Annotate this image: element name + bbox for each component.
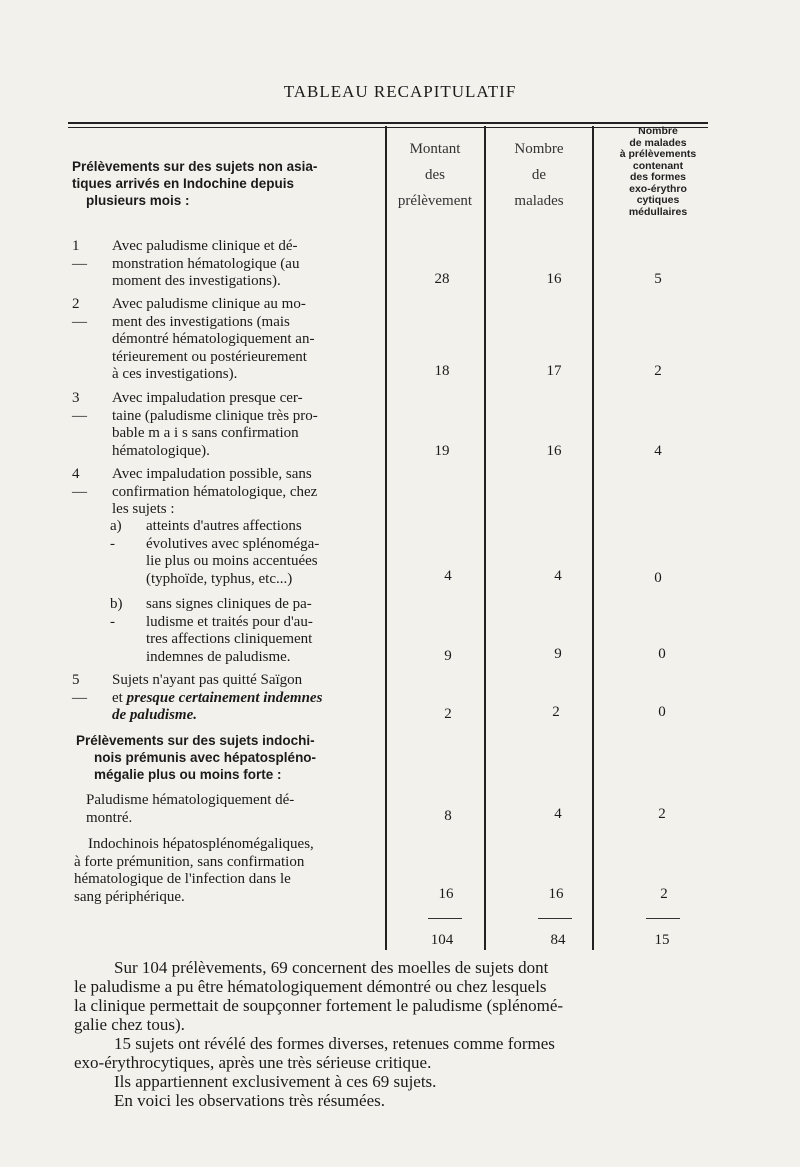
header-formes-line: cytiques — [636, 194, 680, 206]
cell-montant: 2 — [444, 706, 452, 722]
cell-nombre: 9 — [554, 646, 562, 662]
cell-formes: 2 — [654, 363, 662, 379]
row-number: 5 — — [72, 672, 87, 706]
cell-nombre: 4 — [554, 806, 562, 822]
header-formes-line: à prélèvements — [619, 148, 697, 160]
sum-rule-formes — [646, 918, 680, 919]
row-text — [112, 466, 384, 519]
row-line: sang périphérique. — [74, 888, 185, 905]
paragraph-formes — [74, 1034, 716, 1072]
header-nombre-line: malades — [514, 193, 564, 209]
cell-formes: 0 — [658, 704, 666, 720]
paragraph-appartiennent — [74, 1072, 716, 1091]
section-line: mégalie plus ou moins forte : — [94, 767, 282, 782]
cell-nombre: 16 — [548, 886, 564, 902]
row-line: hématologique). — [112, 442, 210, 459]
row-number: 4 — — [72, 466, 87, 500]
cell-formes: 5 — [654, 271, 662, 287]
section-line: tiques arrivés en Indochine depuis — [72, 176, 295, 191]
row-line: Indochinois hépatosplénomégaliques, — [88, 836, 314, 852]
row-line: à forte prémunition, sans confirmation — [74, 853, 305, 870]
row-line: montré. — [86, 809, 133, 826]
row-line: hématologique de l'infection dans le — [74, 871, 291, 887]
row-text-plain: et — [112, 689, 123, 706]
paragraph-observations — [74, 1091, 716, 1110]
total-formes: 15 — [654, 932, 670, 948]
row-text — [112, 296, 384, 384]
row-line: les sujets : — [112, 501, 175, 517]
row-line — [112, 690, 384, 708]
section-line: Prélèvements sur des sujets indochi- — [76, 733, 315, 748]
row-text — [146, 596, 382, 666]
section-line: Prélèvements sur des sujets non asia- — [72, 159, 318, 174]
header-montant-line: Montant — [409, 141, 461, 157]
header-formes — [596, 126, 720, 218]
cell-montant: 28 — [434, 271, 450, 287]
table-row-hepatosplenomegaliques — [74, 836, 382, 906]
cell-formes: 0 — [654, 570, 662, 586]
row-line: sans signes cliniques de pa- — [146, 596, 312, 612]
header-formes-line: contenant — [632, 159, 684, 172]
header-formes-line: médullaires — [628, 205, 688, 218]
sum-rule-montant — [428, 918, 462, 919]
row-number: 2 — — [72, 296, 87, 330]
cell-montant: 4 — [444, 568, 452, 584]
sum-rule-nombre — [538, 918, 572, 919]
cell-nombre: 16 — [546, 443, 562, 459]
column-divider-3 — [592, 126, 594, 950]
row-text — [112, 390, 384, 460]
row-text — [112, 672, 384, 725]
total-nombre: 84 — [550, 932, 566, 948]
cell-formes: 0 — [658, 646, 666, 662]
row-line: évolutives avec splénoméga- — [146, 535, 320, 552]
cell-montant: 18 — [434, 363, 450, 379]
row-line: taine (paludisme clinique très pro- — [112, 407, 318, 424]
paragraph-line: exo-érythrocytiques, après une très sérieuse critique. — [74, 1053, 432, 1072]
paragraph-line: galie chez tous). — [74, 1015, 185, 1034]
cell-montant: 8 — [444, 808, 452, 824]
cell-nombre: 16 — [546, 271, 562, 287]
table-top-rule — [68, 122, 708, 124]
row-line: indemnes de paludisme. — [146, 648, 291, 665]
cell-nombre: 17 — [546, 363, 562, 379]
column-divider-2 — [484, 126, 486, 950]
row-line: Sujets n'ayant pas quitté Saïgon — [112, 672, 303, 688]
cell-formes: 4 — [654, 443, 662, 459]
row-number: 3 — — [72, 390, 87, 424]
cell-nombre: 2 — [552, 704, 560, 720]
row-text — [146, 518, 390, 588]
page-title: TABLEAU RECAPITULATIF — [283, 82, 517, 101]
row-text-italic: presque certainement indemnes — [126, 689, 323, 706]
header-nombre — [486, 136, 592, 214]
header-montant-line: des — [425, 167, 445, 183]
row-line: ludisme et traités pour d'au- — [146, 613, 313, 630]
paragraph-line: En voici les observations très résumées. — [114, 1091, 385, 1110]
row-line: Paludisme hématologiquement dé- — [86, 792, 295, 808]
row-line: lie plus ou moins accentuées — [146, 553, 318, 569]
header-formes-line: des formes — [629, 171, 687, 183]
header-nombre-line: de — [531, 167, 547, 183]
header-formes-line: exo-érythro — [629, 182, 687, 195]
paragraph-prelevements — [74, 958, 716, 1034]
section-line: nois prémunis avec hépatospléno- — [94, 750, 317, 765]
row-line: moment des investigations). — [112, 273, 281, 289]
section-heading-non-asiatiques — [72, 158, 382, 209]
cell-nombre: 4 — [554, 568, 562, 584]
section-line: plusieurs mois : — [86, 193, 190, 208]
paragraph-line: le paludisme a pu être hématologiquement démontré ou chez lesquels — [74, 977, 547, 996]
row-line: Avec paludisme clinique et dé- — [112, 238, 298, 254]
header-formes-line: Nombre — [638, 125, 678, 137]
row-line: bable m a i s sans confirmation — [112, 425, 299, 441]
cell-montant: 16 — [438, 886, 454, 902]
row-number: 1 — — [72, 238, 87, 272]
row-line: monstration hématologique (au — [112, 255, 300, 272]
paragraph-line: la clinique permettait de soupçonner fortement le paludisme (splénomé- — [74, 996, 564, 1015]
row-line: démontré hématologiquement an- — [112, 331, 315, 347]
cell-formes: 2 — [658, 806, 666, 822]
row-sublabel: a) - — [110, 518, 122, 552]
row-line: Avec impaludation possible, sans — [112, 466, 312, 482]
header-nombre-line: Nombre — [514, 141, 564, 157]
row-line: ment des investigations (mais — [112, 313, 290, 330]
row-line: (typhoïde, typhus, etc...) — [146, 570, 293, 587]
total-montant: 104 — [430, 932, 454, 948]
header-formes-line: de malades — [629, 136, 687, 149]
cell-montant: 19 — [434, 443, 450, 459]
row-line: à ces investigations). — [112, 366, 238, 382]
cell-montant: 9 — [444, 648, 452, 664]
row-line: tres affections cliniquement — [146, 631, 313, 647]
row-line: Avec paludisme clinique au mo- — [112, 296, 306, 312]
paragraph-line: Ils appartiennent exclusivement à ces 69 sujets. — [114, 1072, 437, 1091]
paragraph-line: 15 sujets ont révélé des formes diverses, retenues comme formes — [114, 1034, 555, 1053]
row-sublabel: b) - — [110, 596, 123, 630]
row-text — [112, 238, 384, 291]
section-heading-indochinois — [76, 732, 382, 783]
row-line: de paludisme. — [112, 707, 197, 723]
header-montant-line: prélèvement — [397, 193, 473, 209]
header-montant — [386, 136, 484, 214]
row-line: Avec impaludation presque cer- — [112, 390, 303, 406]
row-line: atteints d'autres affections — [146, 518, 302, 534]
row-line: confirmation hématologique, chez — [112, 483, 318, 500]
table-row-paludisme-demontre — [86, 792, 368, 827]
row-line: térieurement ou postérieurement — [112, 348, 307, 365]
paragraph-line: Sur 104 prélèvements, 69 concernent des moelles de sujets dont — [114, 958, 549, 977]
cell-formes: 2 — [660, 886, 668, 902]
